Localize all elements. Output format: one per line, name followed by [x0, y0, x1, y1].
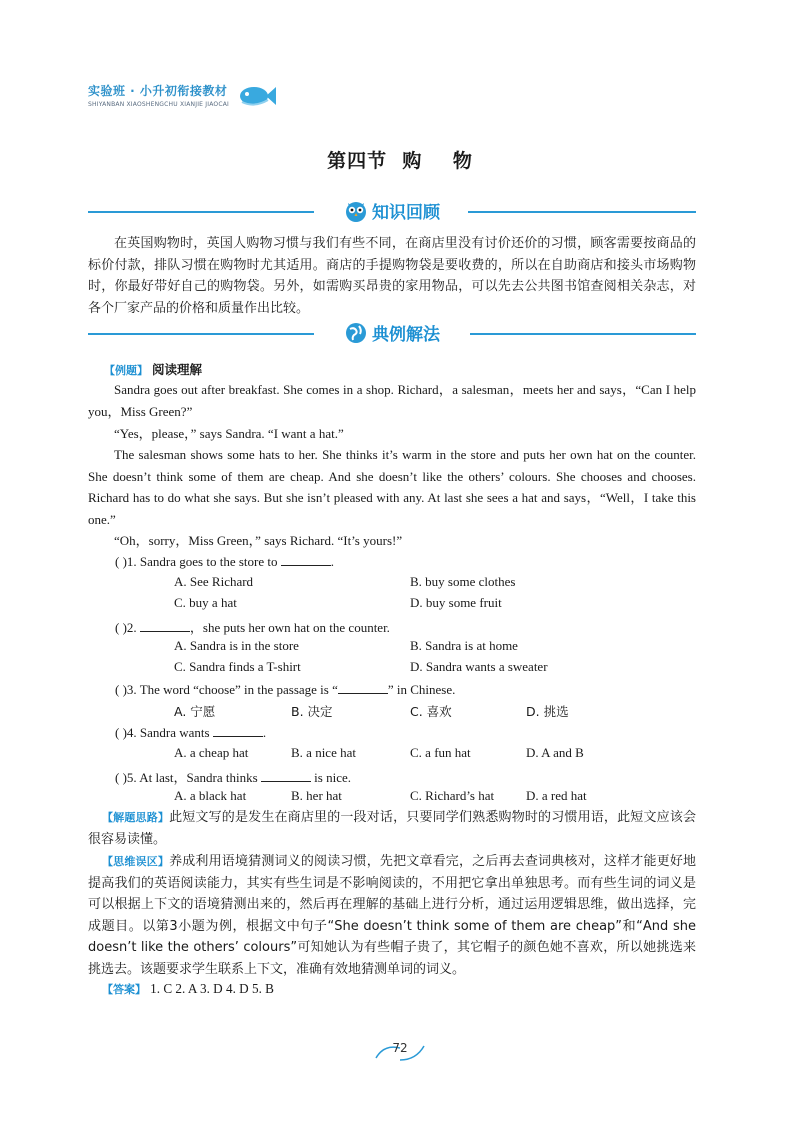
question-1: ( )1. Sandra goes to the store to . — [115, 554, 334, 569]
option[interactable]: B. her hat — [291, 788, 342, 803]
answer-paren[interactable]: ( ) — [115, 620, 127, 635]
example-tag: 【例题】 — [104, 364, 148, 377]
option[interactable]: A. 宁愿 — [174, 704, 216, 719]
passage-para-2: “Yes，please，” says Sandra. “I want a hat.” — [114, 426, 344, 441]
solution-text: 此短文写的是发生在商店里的一段对话，只要同学们熟悉购物时的习惯用语，此短文应该会很容易读懂。 — [88, 810, 696, 847]
answer-blank — [140, 619, 190, 632]
option[interactable]: B. 决定 — [291, 704, 333, 719]
passage-para-1: Sandra goes out after breakfast. She comes in a shop. Richard，a salesman，meets her and says，“Can I help you，Miss Green?” — [88, 382, 696, 419]
passage-para-4: “Oh，sorry，Miss Green，” says Richard. “It’s yours!” — [114, 533, 403, 548]
option[interactable]: B. buy some clothes — [410, 574, 516, 589]
option[interactable]: B. Sandra is at home — [410, 638, 518, 653]
answer-blank — [281, 553, 331, 566]
section-label-review: 知识回顾 — [372, 203, 440, 223]
page-title: 第四节 购 物 — [327, 150, 473, 172]
option[interactable]: C. buy a hat — [174, 595, 237, 610]
option[interactable]: D. 挑选 — [526, 704, 569, 719]
page-number-text: 72 — [392, 1041, 408, 1055]
answer-blank — [261, 769, 311, 782]
option[interactable]: D. a red hat — [526, 788, 587, 803]
example-heading — [104, 360, 202, 378]
section-knowledge-review — [88, 198, 696, 226]
answer-paren[interactable]: ( ) — [115, 554, 127, 569]
answer-blank — [338, 681, 388, 694]
option[interactable]: C. a fun hat — [410, 745, 471, 760]
question-3: ( )3. The word “choose” in the passage is “ ” in Chinese. — [115, 682, 456, 697]
question-4: ( )4. Sandra wants . — [115, 725, 267, 740]
answer-paren[interactable]: ( ) — [115, 725, 127, 740]
option[interactable]: C. Sandra finds a T-shirt — [174, 659, 301, 674]
option[interactable]: A. a black hat — [174, 788, 247, 803]
logo-en: SHIYANBAN XIAOSHENGCHU XIANJIE JIAOCAI — [88, 101, 229, 108]
thinking-tag: 【思维误区】 — [102, 855, 170, 868]
question-5: ( )5. At last，Sandra thinks is nice. — [115, 770, 351, 785]
answer-blank — [213, 724, 263, 737]
option[interactable]: C. 喜欢 — [410, 704, 452, 719]
solution-tag: 【解题思路】 — [102, 811, 170, 824]
answer-paren[interactable]: ( ) — [115, 770, 127, 785]
option[interactable]: A. See Richard — [174, 574, 254, 589]
solution-paragraph — [88, 807, 696, 850]
option[interactable]: D. Sandra wants a sweater — [410, 659, 548, 674]
fish-logo-icon — [238, 82, 276, 110]
question-2: ( )2. ，she puts her own hat on the counter. — [115, 620, 390, 635]
thinking-text: 养成利用语境猜测词义的阅读习惯，先把文章看完，之后再去查词典核对，这样才能更好地提高我们的英语阅读能力，其实有些生词是不影响阅读的，不用把它拿出单独思考。而有些生词的词义是可以根据上下文的语境猜测出来的，然后再在理解的基础上进行分析，通过运用逻辑思维，做出选择，完成题目。以第3小题为例，根据文中句子“She doesn’t think some of them are cheap”和“And she doesn’t like the others’ colours”可知她认为有些帽子贵了，其它帽子的颜色她不喜欢，所以她挑选来挑选去。该题要求学生联系上下文，准确有效地猜测单词的词义。 — [88, 854, 696, 977]
owl-icon — [344, 199, 368, 223]
option[interactable]: A. a cheap hat — [174, 745, 249, 760]
option[interactable]: B. a nice hat — [291, 745, 356, 760]
example-type: 阅读理解 — [151, 362, 202, 377]
header-logo — [88, 80, 278, 114]
section-example-method — [88, 320, 696, 348]
answer-text: 1. C 2. A 3. D 4. D 5. B — [150, 981, 274, 996]
thinking-paragraph — [88, 851, 696, 980]
globe-icon — [344, 321, 368, 345]
logo-cn: 实验班 · 小升初衔接教材 — [88, 84, 228, 98]
option[interactable]: C. Richard’s hat — [410, 788, 495, 803]
option[interactable]: A. Sandra is in the store — [174, 638, 299, 653]
option[interactable]: D. buy some fruit — [410, 595, 502, 610]
passage-para-3: The salesman shows some hats to her. She thinks it’s warm in the store and puts her own hat on the counter. She doesn’t think some of them are cheap. And she doesn’t like the others’ colours. She chooses and chooses. Richard has to do what she says. But she isn’t pleased with any. At last she sees a hat and says，“Well，I take this one.” — [88, 447, 696, 527]
option[interactable]: D. A and B — [526, 745, 584, 760]
answer-line — [102, 981, 274, 997]
answer-paren[interactable]: ( ) — [115, 682, 127, 697]
section-label-example: 典例解法 — [372, 325, 440, 345]
answer-tag: 【答案】 — [102, 983, 146, 996]
intro-paragraph: 在英国购物时，英国人购物习惯与我们有些不同，在商店里没有讨价还价的习惯，顾客需要按商品的标价付款，排队习惯在购物时尤其适用。商店的手提购物袋是要收费的，所以在自助商店和接头市场购物时，你最好带好自己的购物袋。另外，如需购买昂贵的家用物品，可以先去公共图书馆查阅相关杂志，对各个厂家产品的价格和质量作出比较。 — [88, 236, 696, 316]
